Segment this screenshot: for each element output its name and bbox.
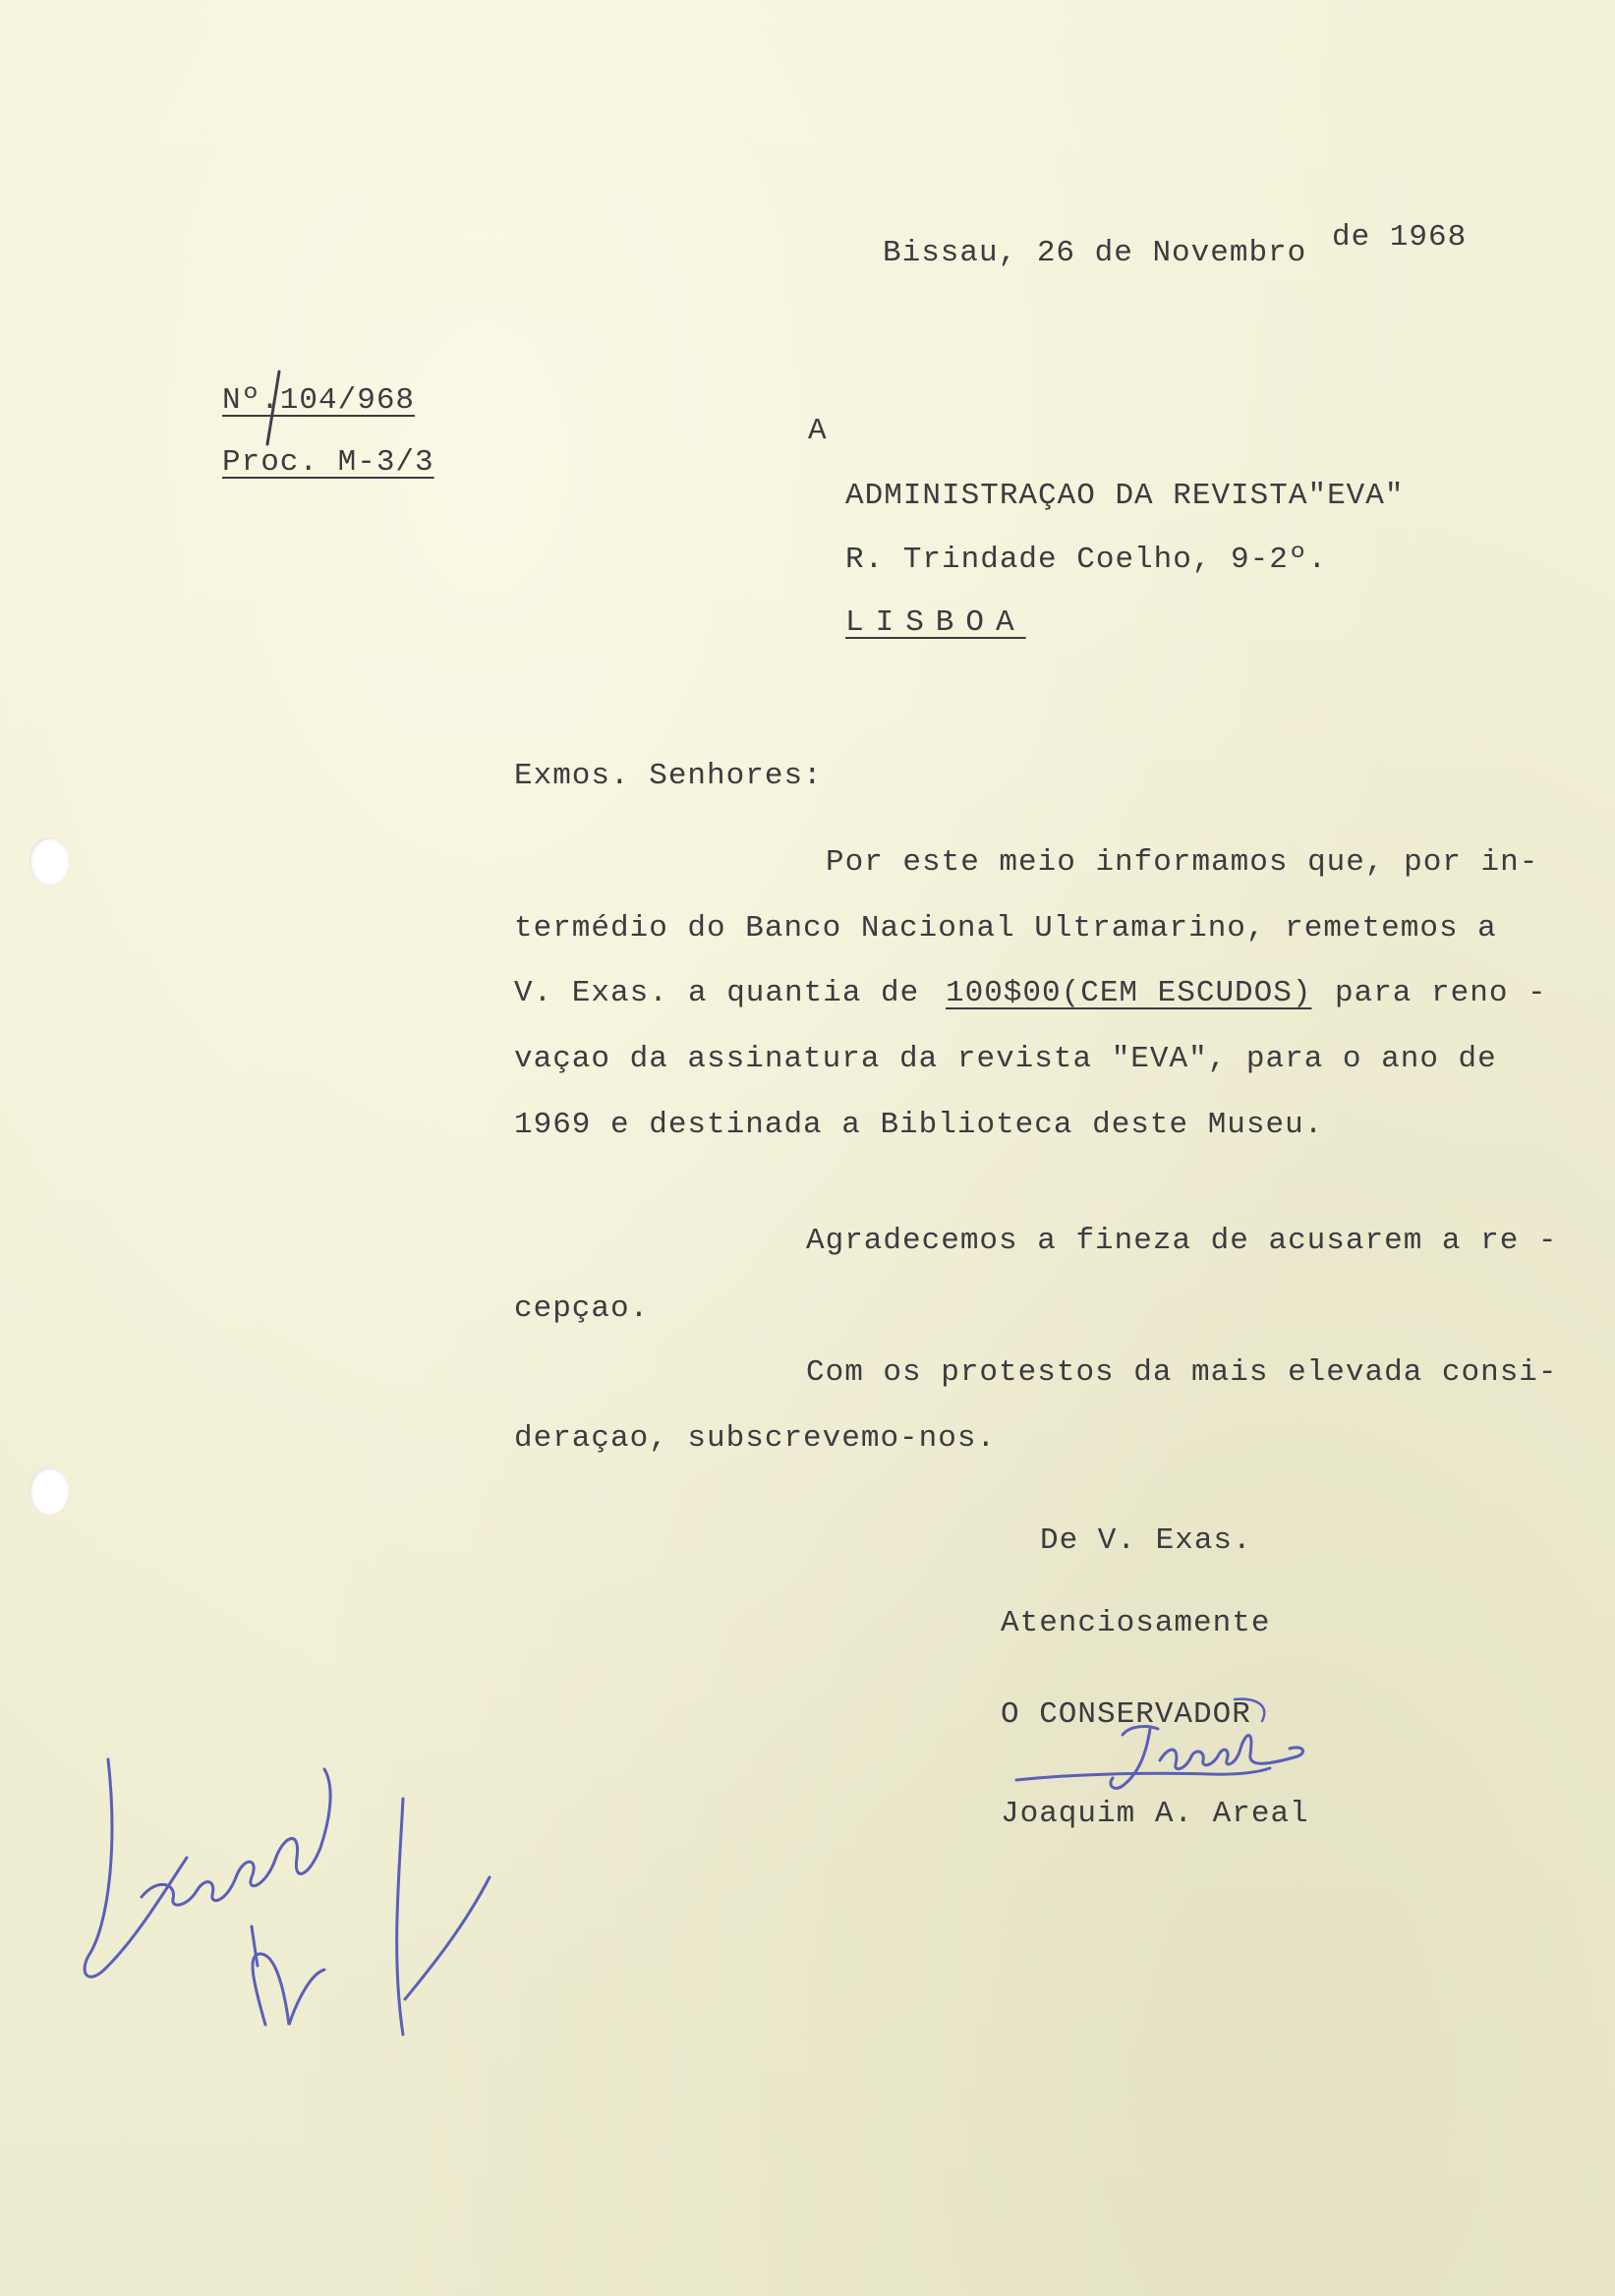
reference-handwriting — [258, 366, 317, 454]
body-line-7: cepçao. — [514, 1292, 650, 1326]
conservator-signature — [1012, 1695, 1327, 1804]
body-line-3-end: para reno - — [1335, 976, 1547, 1010]
amount-text: 100$00(CEM ESCUDOS) — [946, 976, 1312, 1010]
to-prefix: A — [808, 414, 828, 448]
body-line-3-prefix: V. Exas. — [514, 976, 668, 1010]
recipient-city: LISBOA — [845, 605, 1026, 640]
margin-annotation-handwriting — [79, 1730, 491, 2064]
signatory-name: Joaquim A. Areal — [1001, 1797, 1309, 1831]
recipient-name: ADMINISTRAÇAO DA REVISTA"EVA" — [845, 479, 1405, 513]
closing-line-1: De V. Exas. — [1040, 1523, 1252, 1558]
closing-line-2: Atenciosamente — [1001, 1606, 1271, 1640]
date-year: de 1968 — [1332, 220, 1468, 255]
punch-hole-lower — [29, 1467, 69, 1515]
body-line-8: Com os protestos da mais elevada consi- — [806, 1355, 1558, 1390]
body-line-3-start: a quantia de — [688, 976, 920, 1010]
punch-hole-upper — [29, 837, 69, 885]
body-line-6: Agradecemos a fineza de acusarem a re - — [806, 1224, 1558, 1258]
body-line-9: deraçao, subscrevemo-nos. — [514, 1421, 997, 1456]
body-line-1: Por este meio informamos que, por in- — [826, 845, 1539, 880]
body-line-4: vaçao da assinatura da revista "EVA", para o ano de — [514, 1042, 1497, 1076]
salutation: Exmos. Senhores: — [514, 759, 823, 793]
date-line: Bissau, 26 de Novembro — [883, 236, 1307, 270]
body-line-5: 1969 e destinada a Biblioteca deste Museu. — [514, 1108, 1324, 1142]
body-line-2: termédio do Banco Nacional Ultramarino, remetemos a — [514, 911, 1497, 946]
reference-number: Nº.104/968 — [222, 383, 416, 418]
process-reference: Proc. M-3/3 — [222, 445, 434, 480]
signatory-title: O CONSERVADOR — [1001, 1697, 1251, 1732]
recipient-street: R. Trindade Coelho, 9-2º. — [845, 543, 1328, 577]
